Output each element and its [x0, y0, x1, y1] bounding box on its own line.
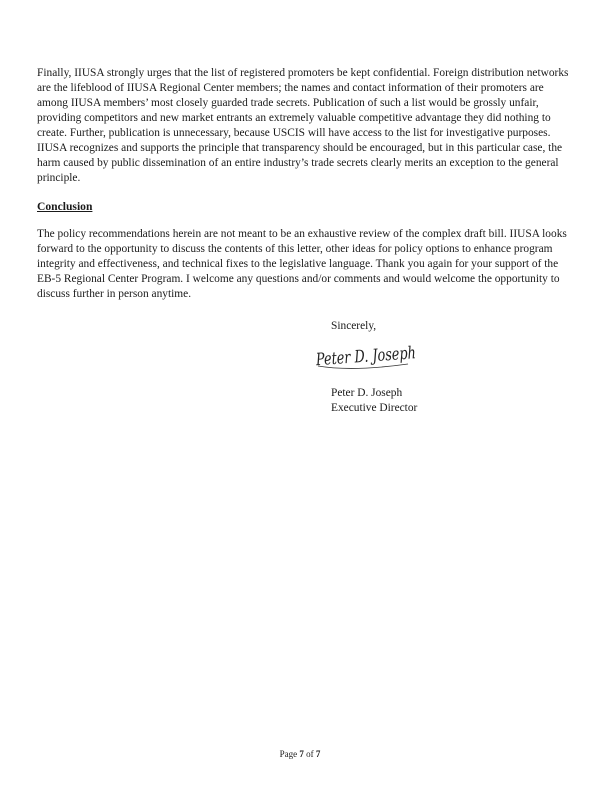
page-footer — [0, 749, 600, 760]
handwritten-signature — [312, 336, 450, 376]
page-current: 7 — [299, 749, 304, 759]
closing-salutation: Sincerely, — [331, 320, 377, 332]
conclusion-heading: Conclusion — [37, 200, 93, 213]
page-total: 7 — [315, 749, 321, 759]
page-word: Page — [279, 749, 298, 759]
signatory-name: Peter D. Joseph — [331, 387, 403, 399]
signatory-title: Executive Director — [331, 402, 418, 414]
signature-text: Peter D. Joseph — [315, 340, 450, 371]
paragraph-conclusion: The policy recommendations herein are not meant to be an exhaustive review of the complex draft bill. IIUSA looks forward to the opportunity to discuss the contents of this letter, other ideas for policy options to enhance program integrity and effectiveness, and technical fixes to the legislative language. Thank you again for your support of the EB-5 Regional Center Program. I welcome any questions and/or comments and would welcome the opportunity to discuss further in person anytime. — [37, 228, 567, 300]
paragraph-confidentiality: Finally, IIUSA strongly urges that the list of registered promoters be kept confidential. Foreign distribution networks are the lifeblood of IIUSA Regional Center members; the names and contact information of their promoters are among IIUSA members’ most closely guarded trade secrets. Publication of such a list would be grossly unfair, providing competitors and new market entrants an extremely valuable competitive advantage they did nothing to create. Further, publication is unnecessary, because USCIS will have access to the list for investigative purposes. IIUSA recognizes and supports the principle that transparency should be encouraged, but in this particular case, the harm caused by public dissemination of an entire industry’s trade secrets clearly merits an exception to the general principle. — [37, 67, 569, 184]
page-of: of — [306, 749, 314, 759]
